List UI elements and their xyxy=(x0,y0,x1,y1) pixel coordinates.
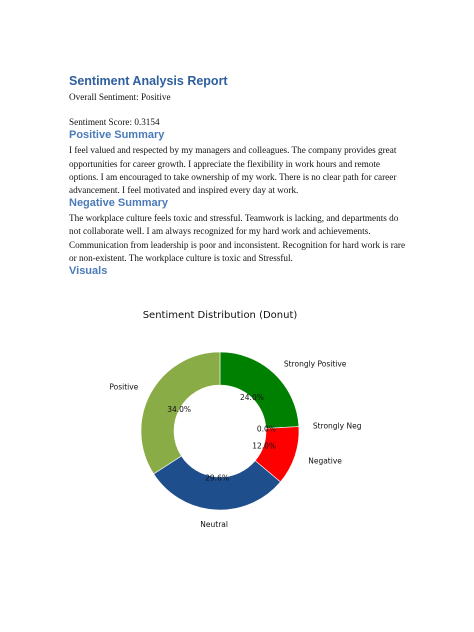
label-strongly-positive: Strongly Positive xyxy=(283,359,347,369)
negative-summary-text: The workplace culture feels toxic and stressful. Teamwork is lacking, and departments do not collaborate well. I am always recognized for my hard work and achievements. Communication from leadership is poor and inconsistent. Recognition for hard work is rare or non-existent. The workplace culture is toxic and Stressful. xyxy=(69,213,406,263)
pct-negative: 12.0% xyxy=(252,441,277,451)
negative-summary-heading: Negative Summary xyxy=(69,197,169,210)
positive-summary-text: I feel valued and respected by my managers and colleagues. The company provides great opportunities for career growth. I appreciate the flexibility in work hours and remote options. I am encouraged to take ownership of my work. There is no clear path for career advancement. I feel motivated and inspired every day at work. xyxy=(69,145,397,196)
report-title: Sentiment Analysis Report xyxy=(69,74,228,88)
label-neutral: Neutral xyxy=(200,519,228,529)
pct-neutral: 29.6% xyxy=(205,473,229,483)
report-content xyxy=(69,74,409,280)
pct-positive: 34.0% xyxy=(167,404,192,414)
sentiment-score: Sentiment Score: 0.3154 xyxy=(69,117,160,128)
chart-title: Sentiment Distribution (Donut) xyxy=(142,310,298,321)
label-negative: Negative xyxy=(308,456,342,466)
donut-chart xyxy=(80,300,380,540)
label-strongly-neg: Strongly Neg xyxy=(312,421,362,431)
positive-summary-heading: Positive Summary xyxy=(69,129,165,142)
overall-sentiment: Overall Sentiment: Positive xyxy=(69,92,171,102)
donut-chart-container xyxy=(80,300,380,540)
pct-strongly-neg: 0.0% xyxy=(256,424,276,434)
label-positive: Positive xyxy=(109,382,139,392)
pct-strongly-positive: 24.0% xyxy=(240,393,264,403)
visuals-heading: Visuals xyxy=(69,265,108,278)
